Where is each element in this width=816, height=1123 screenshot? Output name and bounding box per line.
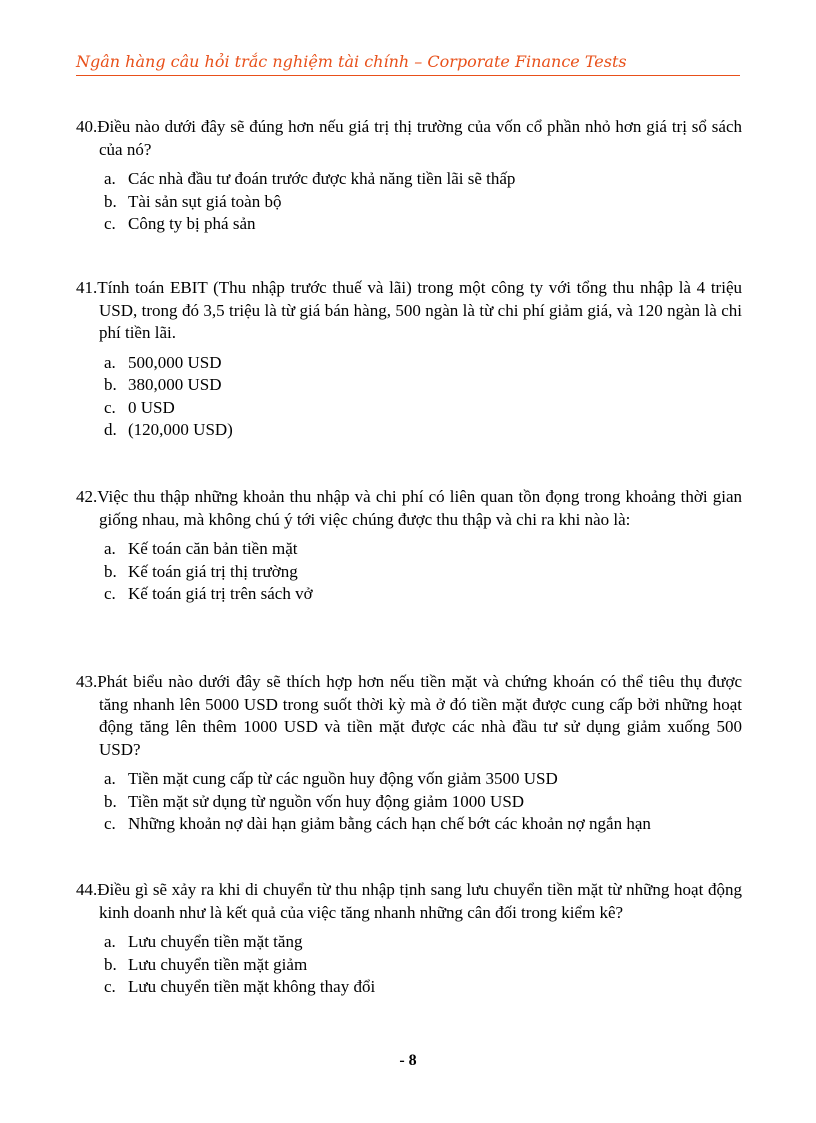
option-item: b. Kế toán giá trị thị trường <box>104 561 298 581</box>
options-list <box>76 168 742 236</box>
options-list <box>76 538 742 606</box>
header-rule <box>76 75 740 76</box>
option-item: b. Tài sản sụt giá toàn bộ <box>104 191 282 211</box>
option-item: a. 500,000 USD <box>104 352 222 372</box>
question-number: 40. <box>76 117 98 136</box>
option-item: a. Tiền mặt cung cấp từ các nguồn huy động vốn giảm 3500 USD <box>104 769 558 788</box>
question-41 <box>76 277 742 442</box>
option-item: a. Kế toán căn bản tiền mặt <box>104 539 298 558</box>
page-header: Ngân hàng câu hỏi trắc nghiệm tài chính – Corporate Finance Tests <box>76 52 627 71</box>
question-text: 43.Phát biểu nào dưới đây sẽ thích hợp hơn nếu tiền mặt và chứng khoán có thể tiêu thụ được tăng nhanh lên 5000 USD trong suốt thời kỳ mà ở đó tiền mặt được cung cấp bởi những hoạt động tăng lên thêm 1000 USD và tiền mặt được các nhà đầu tư sử dụng giảm xuống 500 USD? <box>76 672 742 759</box>
question-text: 40.Điều nào dưới đây sẽ đúng hơn nếu giá trị thị trường của vốn cổ phần nhỏ hơn giá trị sổ sách của nó? <box>76 117 742 159</box>
option-item: b. Lưu chuyển tiền mặt giảm <box>104 954 308 974</box>
page-number: - 8 <box>399 1052 417 1069</box>
option-item: a. Lưu chuyển tiền mặt tăng <box>104 932 303 951</box>
question-text: 41.Tính toán EBIT (Thu nhập trước thuế và lãi) trong một công ty với tổng thu nhập là 4 triệu USD, trong đó 3,5 triệu là từ giá bán hàng, 500 ngàn là từ chi phí giảm giá, và 120 ngàn là chi phí tiền lãi. <box>76 278 742 342</box>
options-list <box>76 768 742 836</box>
question-43 <box>76 671 742 836</box>
option-item: c. Những khoản nợ dài hạn giảm bằng cách hạn chế bớt các khoản nợ ngắn hạn <box>104 814 651 833</box>
option-item: a. Các nhà đầu tư đoán trước được khả năng tiền lãi sẽ thấp <box>104 169 516 188</box>
question-text: 42.Việc thu thập những khoản thu nhập và chi phí có liên quan tồn đọng trong khoảng thời gian giống nhau, mà không chú ý tới việc chúng được thu thập và chi ra khi nào là: <box>76 487 742 529</box>
question-number: 44. <box>76 880 98 899</box>
options-list <box>76 931 742 999</box>
question-number: 41. <box>76 278 98 297</box>
option-item: d. (120,000 USD) <box>104 420 233 439</box>
option-item: b. 380,000 USD <box>104 375 222 394</box>
option-item: c. 0 USD <box>104 397 175 417</box>
options-list <box>76 352 742 442</box>
question-40 <box>76 116 742 236</box>
option-item: c. Công ty bị phá sản <box>104 214 256 233</box>
option-item: c. Lưu chuyển tiền mặt không thay đổi <box>104 977 376 996</box>
option-item: c. Kế toán giá trị trên sách vở <box>104 584 313 603</box>
option-item: b. Tiền mặt sử dụng từ nguồn vốn huy động giảm 1000 USD <box>104 791 525 811</box>
question-42 <box>76 486 742 606</box>
question-number: 42. <box>76 487 98 506</box>
question-text: 44.Điều gì sẽ xảy ra khi di chuyển từ thu nhập tịnh sang lưu chuyển tiền mặt từ những hoạt động kinh doanh như là kết quả của việc tăng nhanh những cân đối trong kiểm kê? <box>76 880 742 922</box>
question-44 <box>76 879 742 999</box>
question-number: 43. <box>76 672 98 691</box>
